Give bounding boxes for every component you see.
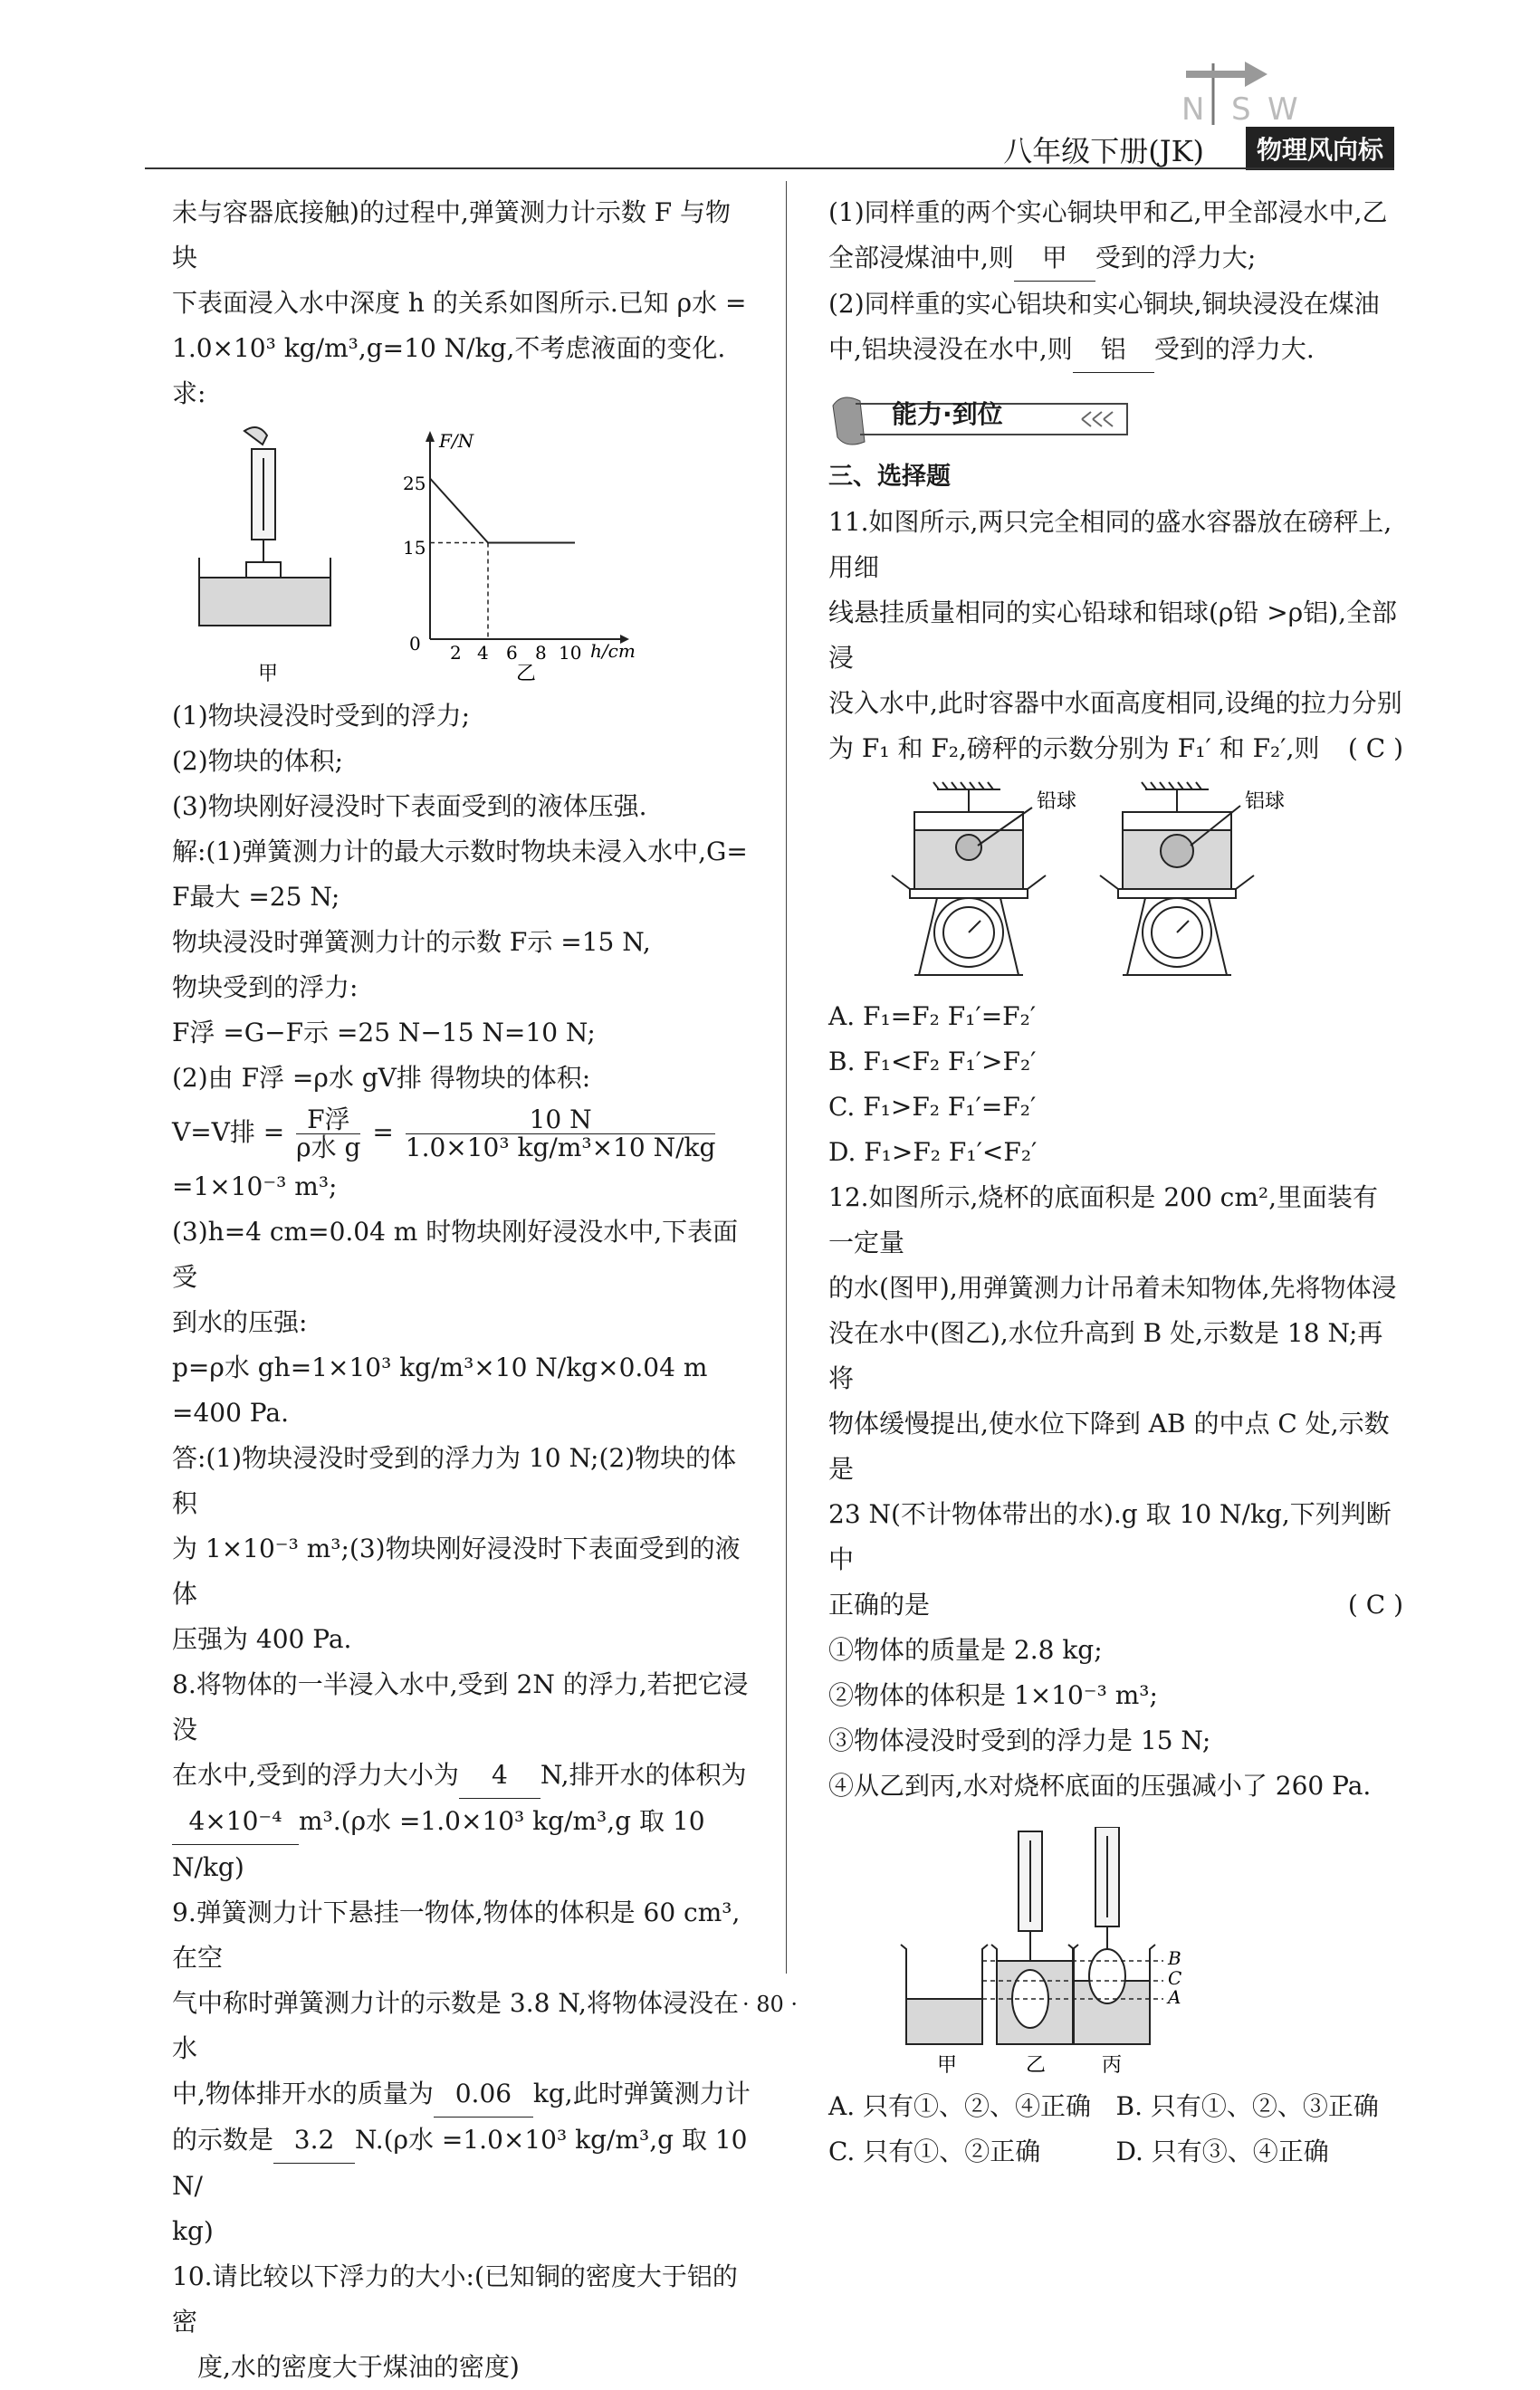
question-10-part [828, 235, 1403, 282]
question-9-line: kg) [172, 2216, 214, 2246]
question-item: (3)物块刚好浸没时下表面受到的液体压强. [172, 791, 647, 821]
label-a: A [1168, 1986, 1181, 2008]
question-text: 为 F₁ 和 F₂,磅秤的示数分别为 F₁′ 和 F₂′,则 [828, 733, 1320, 763]
question-text: 将物体的一半浸入水中,受到 2N 的浮力,若把它浸没 [172, 1669, 749, 1745]
fraction [406, 1106, 716, 1162]
option[interactable]: A. 只有①、②、④正确 [828, 2091, 1092, 2121]
statement: ③物体浸没时受到的浮力是 15 N; [828, 1726, 1211, 1755]
svg-text:N: N [1181, 91, 1205, 127]
label-aluminum-ball: 铝球 [1245, 790, 1286, 813]
intro-line: 下表面浸入水中深度 h 的关系如图所示.已知 ρ水 = [172, 288, 747, 318]
question-text: kg,此时弹簧测力计 [532, 2079, 751, 2108]
solution-line: 到水的压强: [172, 1307, 308, 1337]
answer-blank[interactable]: 甲 [1014, 235, 1095, 282]
question-text: 全部浸煤油中,则 [828, 243, 1014, 272]
page-header [145, 54, 1394, 172]
section-banner [828, 378, 1403, 451]
label-c: C [1168, 1967, 1182, 1989]
question-9 [172, 1890, 751, 1981]
y-axis-arrow-icon [426, 431, 435, 442]
svg-text:S: S [1231, 91, 1251, 127]
section-title: 三、选择题 [828, 463, 951, 491]
question-number: 10. [172, 2261, 213, 2291]
answer-blank[interactable]: 4×10⁻⁴ [172, 1799, 299, 1845]
answer-choice: ( C ) [1347, 733, 1403, 763]
question-9-line: 气中称时弹簧测力计的示数是 3.8 N,将物体浸没在水 [172, 1988, 739, 2063]
question-9-line [172, 2118, 751, 2209]
question-text: 在水中,受到的浮力大小为 [172, 1760, 459, 1790]
question-text: 弹簧测力计下悬挂一物体,物体的体积是 60 cm³,在空 [172, 1898, 741, 1973]
x-axis-label: h/cm [590, 640, 636, 662]
option[interactable]: C. 只有①、②正确 [828, 2137, 1041, 2166]
spring-scale-apparatus [199, 427, 330, 626]
question-item: (2)物块的体积; [172, 746, 344, 776]
question-number: 11. [828, 507, 869, 537]
question-8-line [172, 1799, 751, 1890]
x-tick-label: 8 [535, 642, 547, 664]
section-banner-title: 能力·到位 [892, 399, 1003, 429]
y-tick-label: 15 [403, 537, 426, 559]
question-12-line: 没在水中(图乙),水位升高到 B 处,示数是 18 N;再将 [828, 1318, 1383, 1393]
question-12 [828, 1175, 1403, 1266]
question-text: 受到的浮力大; [1095, 243, 1257, 272]
question-text: 如图所示,两只完全相同的盛水容器放在磅秤上,用细 [828, 507, 1392, 582]
answer-blank[interactable]: 3.2 [273, 2118, 355, 2164]
solution-line: F浮 =G−F示 =25 N−15 N=10 N; [172, 1018, 596, 1047]
solution-line: 物块浸没时弹簧测力计的示数 F示 =15 N, [172, 927, 651, 957]
question-12-line: 23 N(不计物体带出的水).g 取 10 N/kg,下列判断中 [828, 1499, 1392, 1574]
question-12-line: 物体缓慢提出,使水位下降到 AB 的中点 C 处,示数是 [828, 1409, 1390, 1484]
option[interactable]: C. F₁>F₂ F₁′=F₂′ [828, 1092, 1037, 1122]
solution-line: 物块受到的浮力: [172, 972, 359, 1002]
solution-line: =400 Pa. [172, 1398, 289, 1428]
option[interactable]: D. 只有③、④正确 [1115, 2137, 1329, 2166]
fraction-den: ρ水 g [296, 1133, 361, 1162]
answer-line: 答:(1)物块浸没时受到的浮力为 10 N;(2)物块的体积 [172, 1443, 737, 1518]
answer-blank[interactable]: 铝 [1073, 327, 1154, 373]
question-12-line: 的水(图甲),用弹簧测力计吊着未知物体,先将物体浸 [828, 1273, 1397, 1303]
figure-beakers [892, 1827, 1435, 2080]
statement: ②物体的体积是 1×10⁻³ m³; [828, 1680, 1158, 1710]
right-column [828, 190, 1403, 2175]
statement: ①物体的质量是 2.8 kg; [828, 1635, 1103, 1665]
label-bing: 丙 [1102, 2054, 1123, 2077]
x-tick-label: 2 [450, 642, 462, 664]
data-line [430, 479, 575, 543]
column-divider [786, 181, 787, 1974]
y-axis-label: F/N [439, 430, 474, 452]
option[interactable]: B. 只有①、②、③正确 [1115, 2091, 1379, 2121]
formula-eq: = [372, 1117, 394, 1147]
question-text: 中,铝块浸没在水中,则 [828, 334, 1073, 364]
left-column [172, 190, 751, 2390]
y-tick-label: 25 [403, 473, 426, 494]
solution-line: p=ρ水 gh=1×10³ kg/m³×10 N/kg×0.04 m [172, 1353, 708, 1382]
question-text: N,排开水的体积为 [540, 1760, 747, 1790]
question-text: 受到的浮力大. [1153, 334, 1315, 364]
page-number: · 80 · [741, 1992, 799, 2017]
line-graph [403, 430, 636, 664]
question-text: 如图所示,烧杯的底面积是 200 cm²,里面装有一定量 [828, 1182, 1379, 1257]
question-number: 12. [828, 1182, 869, 1212]
question-text: 中,物体排开水的质量为 [172, 2079, 434, 2108]
question-11 [828, 500, 1403, 590]
header-rule [145, 167, 1394, 169]
volume-formula [172, 1101, 751, 1164]
question-number: 9. [172, 1898, 196, 1927]
option-row [828, 2084, 1403, 2129]
question-8-line [172, 1753, 751, 1799]
solution-line: F最大 =25 N; [172, 882, 340, 912]
fraction [296, 1106, 360, 1162]
book-title: 八年级下册(JK) [1003, 134, 1204, 168]
origin-label: 0 [409, 633, 421, 655]
question-number: 8. [172, 1669, 196, 1699]
answer-blank[interactable]: 4 [459, 1753, 540, 1799]
question-11-line: 线悬挂质量相同的实心铅球和铝球(ρ铅 >ρ铝),全部浸 [828, 598, 1398, 673]
question-10 [172, 2254, 751, 2345]
x-tick-label: 6 [506, 642, 518, 664]
question-11-line: 没入水中,此时容器中水面高度相同,设绳的拉力分别 [828, 688, 1402, 718]
fraction-num: 10 N [406, 1106, 716, 1134]
option[interactable]: A. F₁=F₂ F₁′=F₂′ [828, 1001, 1037, 1031]
answer-line: 压强为 400 Pa. [172, 1624, 352, 1654]
option[interactable]: D. F₁>F₂ F₁′<F₂′ [828, 1137, 1038, 1167]
question-text: 正确的是 [828, 1590, 931, 1620]
question-text: 的示数是 [172, 2125, 274, 2155]
solution-line: (2)由 F浮 =ρ水 gV排 得物块的体积: [172, 1063, 591, 1093]
answer-line: 为 1×10⁻³ m³;(3)物块刚好浸没时下表面受到的液体 [172, 1534, 741, 1609]
intro-line: 未与容器底接触)的过程中,弹簧测力计示数 F 与物块 [172, 197, 732, 272]
question-10-part: (1)同样重的两个实心铜块甲和乙,甲全部浸水中,乙 [828, 197, 1388, 227]
option[interactable]: B. F₁<F₂ F₁′>F₂′ [828, 1047, 1037, 1076]
fig-label-jia: 甲 [258, 663, 279, 685]
solution-line: =1×10⁻³ m³; [172, 1171, 338, 1201]
label-lead-ball: 铅球 [1037, 790, 1077, 813]
question-10-part [828, 327, 1403, 373]
fraction-den: 1.0×10³ kg/m³×10 N/kg [405, 1133, 716, 1162]
fig-label-yi: 乙 [516, 663, 537, 685]
x-tick-label: 4 [477, 642, 489, 664]
label-b: B [1168, 1947, 1181, 1969]
question-text: N.(ρ水 =1.0×10³ kg/m³,g 取 10 N/ [172, 2125, 748, 2201]
question-11-line [828, 726, 1403, 771]
scale-setup-left [892, 782, 1046, 975]
figure-balls-on-scales [874, 780, 1417, 989]
label-jia: 甲 [937, 2054, 958, 2077]
answer-choice: ( C ) [1347, 1590, 1403, 1620]
weather-vane-icon [1177, 54, 1313, 127]
series-badge: 物理风向标 [1246, 127, 1394, 170]
answer-blank[interactable]: 0.06 [434, 2071, 533, 2118]
question-9-line [172, 2071, 751, 2118]
label-yi: 乙 [1026, 2054, 1047, 2077]
fraction-num: F浮 [296, 1106, 360, 1134]
solution-line: 解:(1)弹簧测力计的最大示数时物块未浸入水中,G= [172, 836, 748, 866]
question-12-line [828, 1582, 1403, 1628]
formula-lhs: V=V排 = [172, 1117, 285, 1147]
question-10-line: 度,水的密度大于煤油的密度) [197, 2352, 520, 2382]
question-8 [172, 1662, 751, 1753]
solution-line: (3)h=4 cm=0.04 m 时物块刚好浸没水中,下表面受 [172, 1217, 739, 1292]
question-text: 请比较以下浮力的大小:(已知铜的密度大于铝的密 [172, 2261, 738, 2337]
figure-spring-and-graph [172, 422, 715, 693]
scale-setup-right [1100, 782, 1254, 975]
question-10-part: (2)同样重的实心铝块和实心铜块,铜块浸没在煤油 [828, 289, 1380, 319]
intro-line: 1.0×10³ kg/m³,g=10 N/kg,不考虑液面的变化.求: [172, 333, 726, 408]
option-row [828, 2129, 1403, 2175]
x-tick-label: 10 [559, 642, 582, 664]
statement: ④从乙到丙,水对烧杯底面的压强减小了 260 Pa. [828, 1771, 1372, 1801]
question-text: m³.(ρ水 =1.0×10³ kg/m³,g 取 10 N/kg) [172, 1806, 705, 1882]
question-item: (1)物块浸没时受到的浮力; [172, 701, 471, 731]
svg-text:W: W [1267, 91, 1298, 127]
